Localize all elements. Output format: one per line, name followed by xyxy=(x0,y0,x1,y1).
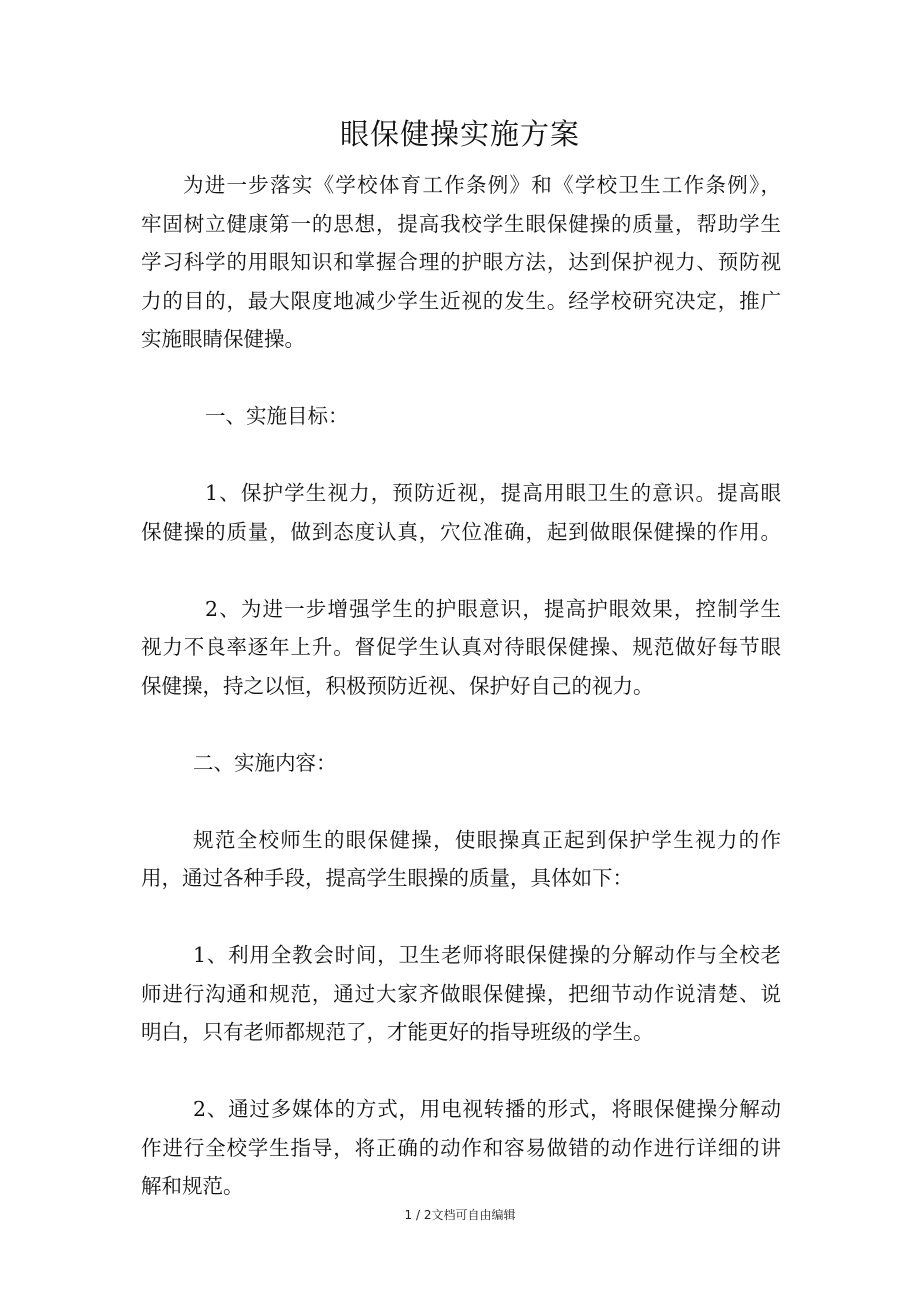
paragraph-line: 明白，只有老师都规范了，才能更好的指导班级的学生。 xyxy=(141,1020,654,1044)
paragraph-line: 实施眼睛保健操。 xyxy=(141,327,305,351)
paragraph-content-1 xyxy=(141,936,781,1052)
paragraph-content-intro xyxy=(141,821,781,898)
paragraph-line: 师进行沟通和规范，通过大家齐做眼保健操，把细节动作说清楚、说 xyxy=(141,981,781,1006)
paragraph-line: 力的目的，最大限度地减少学生近视的发生。经学校研究决定，推广 xyxy=(141,288,781,313)
paragraph-line: 保健操，持之以恒，积极预防近视、保护好自己的视力。 xyxy=(141,673,654,698)
paragraph-line: 解和规范。 xyxy=(141,1174,244,1198)
paragraph-goal-2 xyxy=(141,590,781,706)
paragraph-line: 2、为进一步增强学生的护眼意识，提高护眼效果，控制学生 xyxy=(205,596,781,621)
section-heading-content xyxy=(141,744,781,783)
section-heading-goals xyxy=(141,397,781,436)
section-heading: 一、实施目标： xyxy=(205,404,349,428)
paragraph-line: 作进行全校学生指导，将正确的动作和容易做错的动作进行详细的讲 xyxy=(141,1135,781,1160)
paragraph-intro xyxy=(141,166,781,359)
document-title: 眼保健操实施方案 xyxy=(339,117,580,151)
section-heading: 二、实施内容： xyxy=(193,750,337,775)
paragraph-line: 1、利用全教会时间，卫生老师将眼保健操的分解动作与全校老 xyxy=(193,943,781,967)
paragraph-line: 为进一步落实《学校体育工作条例》和《学校卫生工作条例》， xyxy=(183,173,781,197)
paragraph-line: 规范全校师生的眼保健操，使眼操真正起到保护学生视力的作 xyxy=(193,827,781,852)
paragraph-line: 2、通过多媒体的方式，用电视转播的形式，将眼保健操分解动 xyxy=(193,1097,781,1121)
paragraph-goal-1 xyxy=(141,474,781,551)
paragraph-line: 牢固树立健康第一的思想，提高我校学生眼保健操的质量，帮助学生 xyxy=(141,211,781,236)
document-body xyxy=(141,166,781,1206)
paragraph-line: 保健操的质量，做到态度认真，穴位准确，起到做眼保健操的作用。 xyxy=(141,519,781,544)
paragraph-line: 学习科学的用眼知识和掌握合理的护眼方法，达到保护视力、预防视 xyxy=(141,250,781,274)
paragraph-content-2 xyxy=(141,1090,781,1206)
page-footer: 1 / 2文档可自由编辑 xyxy=(404,1208,516,1222)
paragraph-line: 1、保护学生视力，预防近视，提高用眼卫生的意识。提高眼 xyxy=(205,481,781,505)
paragraph-line: 用，通过各种手段，提高学生眼操的质量，具体如下： xyxy=(141,866,633,890)
paragraph-line: 视力不良率逐年上升。督促学生认真对待眼保健操、规范做好每节眼 xyxy=(141,635,781,659)
